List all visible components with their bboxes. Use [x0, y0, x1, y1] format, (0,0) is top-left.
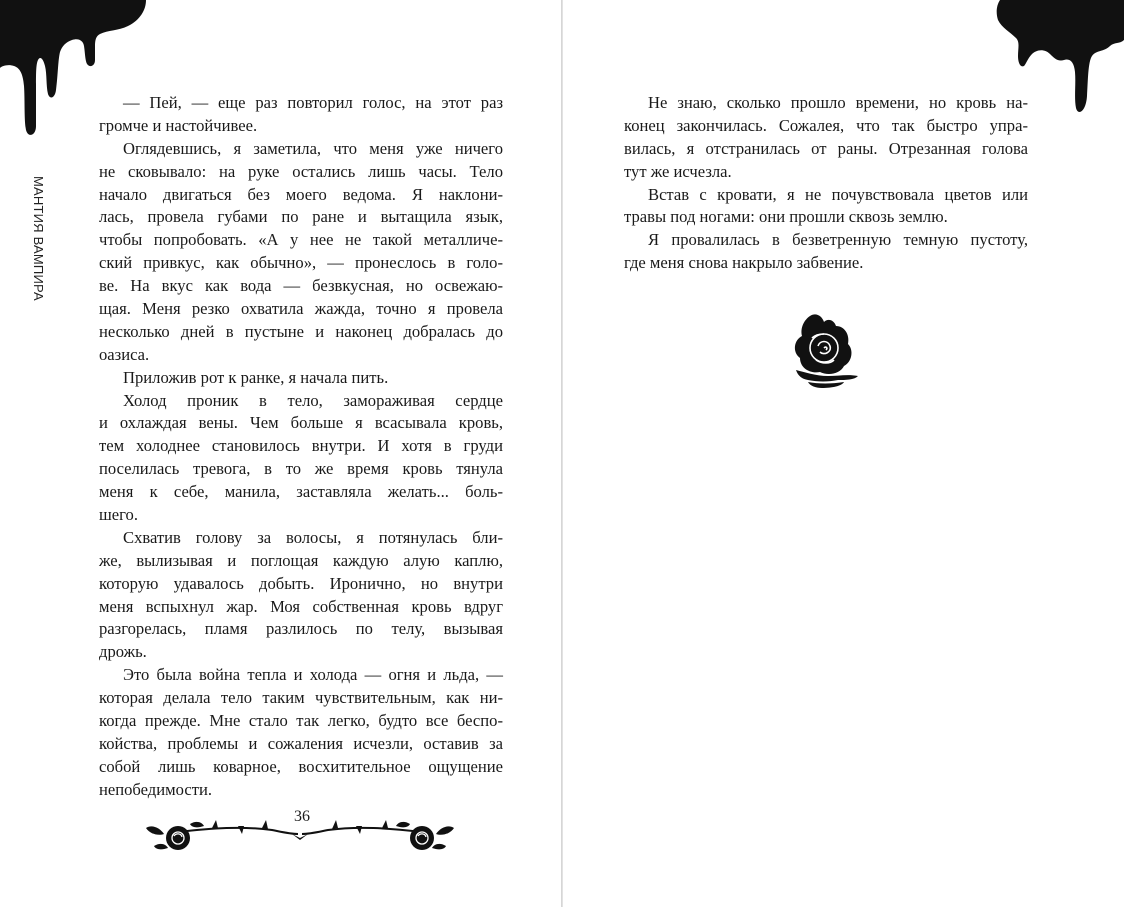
- text-line: вилась, я отстранилась от раны. Отрезанная голова: [624, 138, 1028, 158]
- text-line: шего.: [99, 505, 138, 525]
- text-line: ский привкус, как обычно», — пронеслось в голо-: [99, 253, 503, 273]
- text-line: чтобы попробовать. «А у нее не такой металличе-: [99, 230, 503, 250]
- text-line: которую удавалось добыть. Иронично, но внутри: [99, 573, 503, 593]
- text-line: не сковывало: на руке остались лишь часы. Тело: [99, 161, 503, 181]
- text-line: где меня снова накрыло забвение.: [624, 253, 864, 273]
- text-line: конец закончилась. Сожалея, что так быстро упра-: [624, 115, 1028, 135]
- text-line: — Пей, — еще раз повторил голос, на этот раз: [123, 93, 503, 112]
- text-line: поселилась тревога, в то же время кровь тянула: [99, 459, 503, 479]
- text-line: Схватив голову за волосы, я потянулась бли-: [123, 527, 503, 547]
- text-line: собой лишь коварное, восхитительное ощущение: [99, 756, 503, 776]
- text-line: Оглядевшись, я заметила, что меня уже ничего: [123, 138, 503, 158]
- text-line: же, вылизывая и поглощая каждую алую каплю,: [99, 550, 503, 570]
- text-line: непобедимости.: [99, 779, 212, 799]
- right-page-text: [624, 92, 1028, 275]
- text-line: Встав с кровати, я не почувствовала цветов или: [648, 184, 1028, 204]
- text-line: которая делала тело таким чувствительным, как ни-: [99, 688, 503, 708]
- text-line: несколько дней в пустыне и наконец добралась до: [99, 321, 503, 341]
- text-line: Приложив рот к ранке, я начала пить.: [123, 367, 389, 387]
- page-gutter: [561, 0, 563, 907]
- text-line: начало двигаться без моего ведома. Я наклони-: [99, 184, 503, 204]
- text-line: Не знаю, сколько прошло времени, но кровь на-: [648, 93, 1028, 112]
- text-line: Я провалилась в безветренную темную пустоту,: [648, 230, 1028, 250]
- running-title: МАНТИЯ ВАМПИРА: [31, 176, 46, 301]
- text-line: дрожь.: [99, 642, 147, 662]
- left-page-text: [99, 92, 503, 802]
- text-line: громче и настойчивее.: [99, 115, 258, 135]
- text-line: тем холоднее становилось внутри. И хотя в груди: [99, 436, 503, 456]
- text-line: травы под ногами: они прошли сквозь землю.: [624, 207, 948, 227]
- text-line: лась, провела губами по ране и вытащила язык,: [99, 207, 503, 227]
- text-line: Это была война тепла и холода — огня и льда, —: [123, 665, 503, 685]
- text-line: меня к себе, манила, заставляла желать... боль-: [99, 482, 503, 502]
- text-line: Холод проник в тело, замораживая сердце: [123, 390, 503, 410]
- text-line: щая. Меня резко охватила жажда, точно я провела: [99, 299, 503, 319]
- text-line: и охлаждая вены. Чем больше я всасывала кровь,: [99, 413, 503, 433]
- page-number: 36: [294, 808, 310, 825]
- text-line: оазиса.: [99, 344, 150, 364]
- rose-icon: [788, 310, 862, 390]
- text-line: тут же исчезла.: [624, 161, 732, 181]
- text-line: разгорелась, пламя разлилось по телу, вызывая: [99, 619, 503, 639]
- text-line: ве. На вкус как вода — безвкусная, но освежаю-: [99, 276, 503, 296]
- text-line: когда прежде. Мне стало так легко, будто все беспо-: [99, 711, 503, 731]
- text-line: койства, проблемы и сожаления исчезли, оставив за: [99, 733, 503, 753]
- text-line: меня вспыхнул жар. Моя собственная кровь вдруг: [99, 596, 503, 616]
